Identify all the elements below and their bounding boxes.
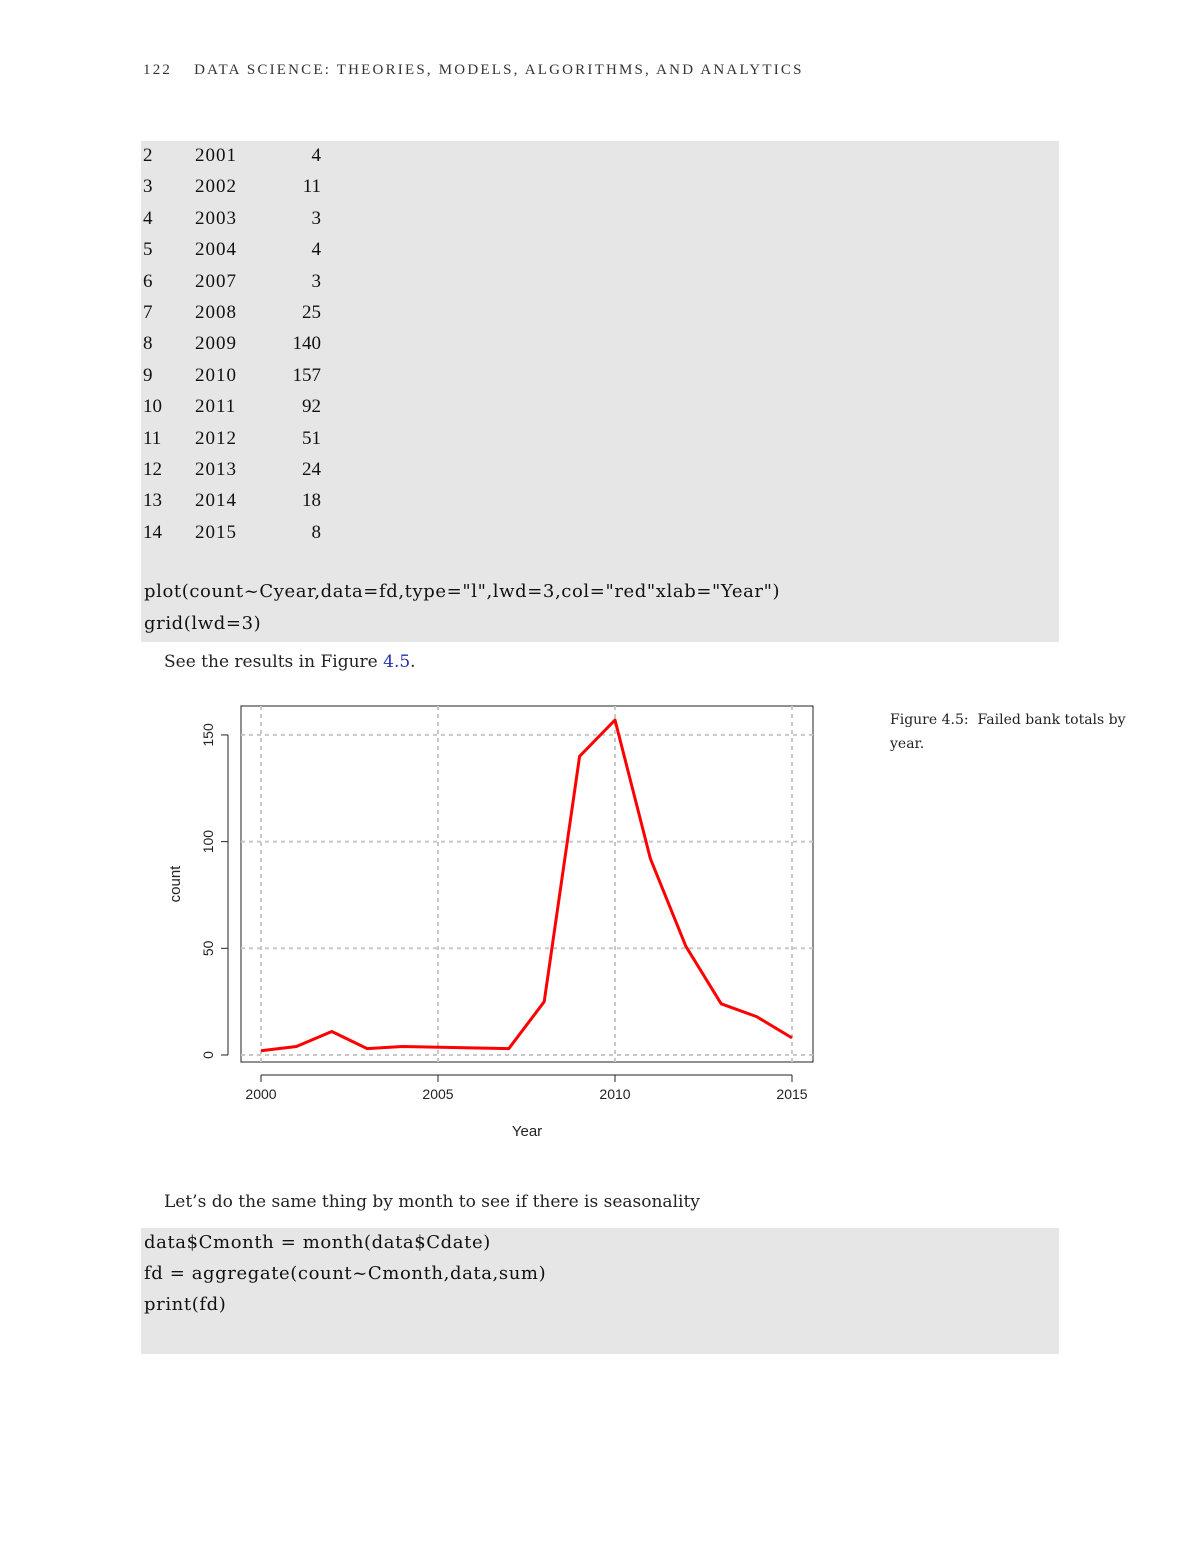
row-count: 24 bbox=[302, 459, 321, 480]
caption-text: Failed bank totals by year. bbox=[890, 712, 1126, 752]
code-block-output bbox=[141, 141, 1059, 642]
seasonality-paragraph: Let’s do the same thing by month to see if there is seasonality bbox=[164, 1192, 700, 1212]
x-tick-label: 2000 bbox=[245, 1086, 277, 1102]
code-line-grid: grid(lwd=3) bbox=[144, 613, 262, 634]
row-count: 3 bbox=[311, 270, 321, 292]
x-axis-label: Year bbox=[511, 1123, 543, 1140]
x-tick-label: 2005 bbox=[422, 1086, 454, 1102]
row-index: 9 bbox=[143, 364, 153, 386]
x-tick-label: 2010 bbox=[599, 1086, 631, 1102]
figure-caption bbox=[890, 708, 1150, 756]
caption-label: Figure 4.5: bbox=[890, 712, 969, 728]
row-count: 18 bbox=[302, 490, 321, 512]
row-count: 3 bbox=[311, 207, 321, 229]
y-tick-label: 100 bbox=[200, 829, 216, 854]
row-year: 2003 bbox=[195, 207, 237, 229]
row-count: 25 bbox=[302, 302, 321, 323]
row-year: 2001 bbox=[195, 145, 237, 166]
row-count: 8 bbox=[311, 521, 321, 543]
row-index: 11 bbox=[143, 427, 162, 449]
figure-ref-link[interactable]: 4.5 bbox=[383, 652, 411, 672]
row-year: 2002 bbox=[195, 176, 237, 198]
results-text-end: . bbox=[410, 652, 416, 672]
code-line-aggregate: fd = aggregate(count~Cmonth,data,sum) bbox=[144, 1263, 547, 1284]
code-line-plot: plot(count~Cyear,data=fd,type="l",lwd=3,col="red"xlab="Year") bbox=[144, 581, 781, 602]
code-line-print: print(fd) bbox=[144, 1294, 227, 1315]
row-year: 2009 bbox=[195, 333, 237, 355]
row-year: 2011 bbox=[195, 396, 237, 418]
plot-frame bbox=[241, 706, 813, 1062]
row-year: 2013 bbox=[195, 459, 237, 480]
failed-bank-line-chart bbox=[160, 690, 820, 1150]
results-text: See the results in Figure bbox=[164, 652, 384, 672]
running-title: DATA SCIENCE: THEORIES, MODELS, ALGORITHMS, AND ANALYTICS bbox=[194, 62, 804, 78]
x-tick-label: 2015 bbox=[776, 1086, 808, 1102]
row-index: 13 bbox=[143, 490, 162, 512]
row-count: 92 bbox=[302, 396, 321, 418]
results-paragraph bbox=[164, 652, 416, 672]
row-index: 7 bbox=[143, 302, 153, 323]
y-axis-label: count bbox=[167, 865, 184, 903]
row-index: 3 bbox=[143, 176, 153, 198]
row-index: 5 bbox=[143, 239, 153, 261]
row-year: 2010 bbox=[195, 364, 237, 386]
row-index: 2 bbox=[143, 145, 153, 166]
code-block-month bbox=[141, 1228, 1059, 1354]
code-line-cmonth: data$Cmonth = month(data$Cdate) bbox=[144, 1232, 491, 1253]
row-count: 51 bbox=[302, 427, 321, 449]
row-year: 2012 bbox=[195, 427, 237, 449]
row-count: 4 bbox=[311, 145, 321, 166]
row-index: 14 bbox=[143, 521, 162, 543]
row-count: 140 bbox=[292, 333, 321, 355]
page-number: 122 bbox=[143, 62, 173, 78]
row-year: 2004 bbox=[195, 239, 237, 261]
series-line-count bbox=[261, 720, 792, 1051]
row-count: 4 bbox=[311, 239, 321, 261]
y-tick-label: 150 bbox=[200, 723, 216, 747]
row-year: 2008 bbox=[195, 302, 237, 323]
row-index: 4 bbox=[143, 207, 153, 229]
row-index: 12 bbox=[143, 459, 162, 480]
row-year: 2015 bbox=[195, 521, 237, 543]
row-year: 2007 bbox=[195, 270, 237, 292]
row-index: 6 bbox=[143, 270, 153, 292]
row-index: 8 bbox=[143, 333, 153, 355]
row-year: 2014 bbox=[195, 490, 237, 512]
y-tick-label: 0 bbox=[200, 1051, 216, 1059]
y-tick-label: 50 bbox=[200, 940, 216, 957]
row-count: 11 bbox=[302, 176, 321, 198]
row-index: 10 bbox=[143, 396, 162, 418]
running-head bbox=[143, 62, 804, 79]
row-count: 157 bbox=[292, 364, 321, 386]
